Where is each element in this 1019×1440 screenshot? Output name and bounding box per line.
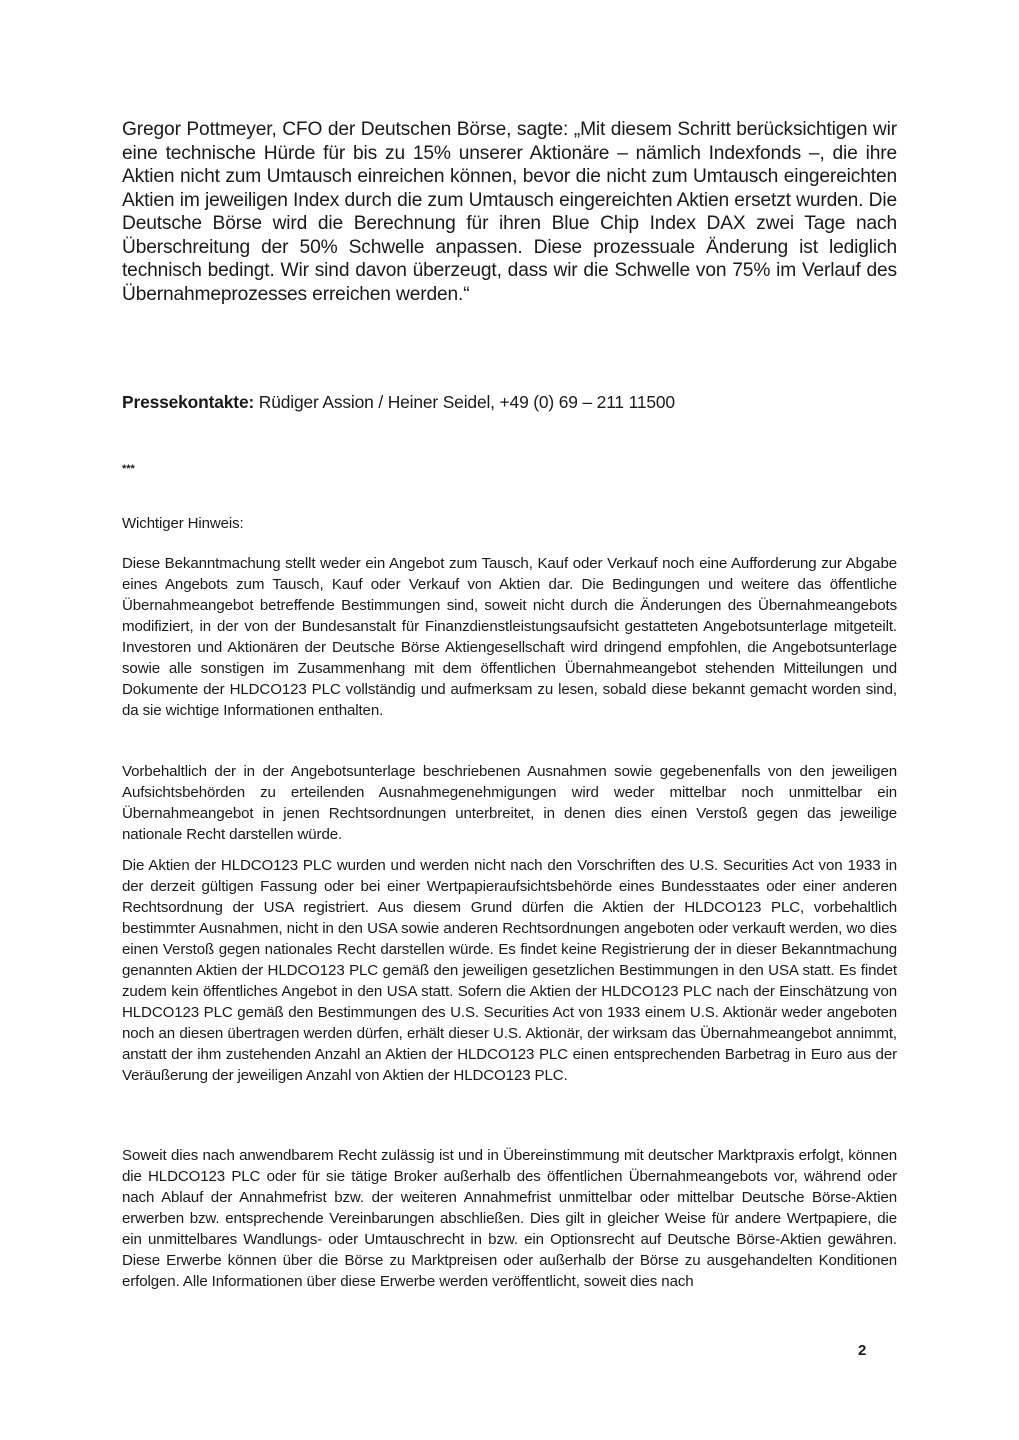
page-number: 2 <box>858 1342 867 1359</box>
notice-paragraph-offer: Diese Bekanntmachung stellt weder ein Angebot zum Tausch, Kauf oder Verkauf noch eine Aufforderung zur Abgabe eines Angebots zum Tausch, Kauf oder Verkauf von Aktien dar. Die Bedingungen und weitere das öffentliche Übernahmeangebot betreffende Bestimmungen sind, soweit nicht durch die Änderungen des Übernahmeangebots modifiziert, in der von der Bundesanstalt für Finanzdienstleistungsaufsicht gestatteten Angebotsunterlage mitgeteilt. Investoren und Aktionären der Deutsche Börse Aktiengesellschaft wird dringend empfohlen, die Angebotsunterlage sowie alle sonstigen im Zusammenhang mit dem öffentlichen Übernahmeangebot stehenden Mitteilungen und Dokumente der HLDCO123 PLC vollständig und aufmerksam zu lesen, sobald diese bekannt gemacht worden sind, da sie wichtige Informationen enthalten. <box>122 555 897 719</box>
press-contacts-label: Pressekontakte: <box>122 392 255 412</box>
notice-paragraph-jurisdictions: Vorbehaltlich der in der Angebotsunterlage beschriebenen Ausnahmen sowie gegebenenfalls von den jeweiligen Aufsichtsbehörden zu erteilenden Ausnahmegenehmigungen wird weder mittelbar noch unmittelbar ein Übernahmeangebot in jenen Rechtsordnungen unterbreitet, in denen dies einen Verstoß gegen das jeweilige nationale Recht darstellen würde. <box>122 763 897 843</box>
notice-heading: Wichtiger Hinweis: <box>122 515 244 532</box>
notice-paragraph-acquisitions: Soweit dies nach anwendbarem Recht zulässig ist und in Übereinstimmung mit deutscher Marktpraxis erfolgt, können die HLDCO123 PLC oder für sie tätige Broker außerhalb des öffentlichen Übernahmeangebots vor, während oder nach Ablauf der Annahmefrist bzw. der weiteren Annahmefrist unmittelbar oder mittelbar Deutsche Börse-Aktien erwerben bzw. entsprechende Vereinbarungen abschließen. Dies gilt in gleicher Weise für andere Wertpapiere, die ein unmittelbares Wandlungs- oder Umtauschrecht in bzw. ein Optionsrecht auf Deutsche Börse-Aktien gewähren. Diese Erwerbe können über die Börse zu Marktpreisen oder außerhalb der Börse zu ausgehandelten Konditionen erfolgen. Alle Informationen über diese Erwerbe werden veröffentlicht, soweit dies nach <box>122 1147 897 1290</box>
press-contacts-value: Rüdiger Assion / Heiner Seidel, +49 (0) 69 – 211 11500 <box>254 392 675 412</box>
cfo-quote-paragraph: Gregor Pottmeyer, CFO der Deutschen Börse, sagte: „Mit diesem Schritt berücksichtigen wir eine technische Hürde für bis zu 15% unserer Aktionäre – nämlich Indexfonds –, die ihre Aktien nicht zum Umtausch einreichen können, bevor die nicht zum Umtausch eingereichten Aktien im jeweiligen Index durch die zum Umtausch eingereichten Aktien ersetzt wurden. Die Deutsche Börse wird die Berechnung für ihren Blue Chip Index DAX zwei Tage nach Überschreitung der 50% Schwelle anpassen. Diese prozessuale Änderung ist lediglich technisch bedingt. Wir sind davon überzeugt, dass wir die Schwelle von 75% im Verlauf des Übernahmeprozesses erreichen werden.“ <box>122 119 897 305</box>
press-contacts <box>122 391 897 413</box>
notice-paragraph-us-securities: Die Aktien der HLDCO123 PLC wurden und werden nicht nach den Vorschriften des U.S. Securities Act von 1933 in der derzeit gültigen Fassung oder bei einer Wertpapieraufsichtsbehörde eines Bundesstaates oder einer anderen Rechtsordnung der USA registriert. Aus diesem Grund dürfen die Aktien der HLDCO123 PLC, vorbehaltlich bestimmter Ausnahmen, nicht in den USA sowie anderen Rechtsordnungen angeboten oder verkauft werden, wo dies einen Verstoß gegen nationales Recht darstellen würde. Es findet keine Registrierung der in dieser Bekanntmachung genannten Aktien der HLDCO123 PLC gemäß den jeweiligen gesetzlichen Bestimmungen in den USA statt. Es findet zudem kein öffentliches Angebot in den USA statt. Sofern die Aktien der HLDCO123 PLC nach der Einschätzung von HLDCO123 PLC gemäß den Bestimmungen des U.S. Securities Act von 1933 einem U.S. Aktionär weder angeboten noch an diesen übertragen werden dürfen, erhält dieser U.S. Aktionär, der wirksam das Übernahmeangebot annimmt, anstatt der ihm zustehenden Anzahl an Aktien der HLDCO123 PLC einen entsprechenden Barbetrag in Euro aus der Veräußerung der jeweiligen Anzahl von Aktien der HLDCO123 PLC. <box>122 857 897 1084</box>
section-separator: *** <box>122 463 135 475</box>
